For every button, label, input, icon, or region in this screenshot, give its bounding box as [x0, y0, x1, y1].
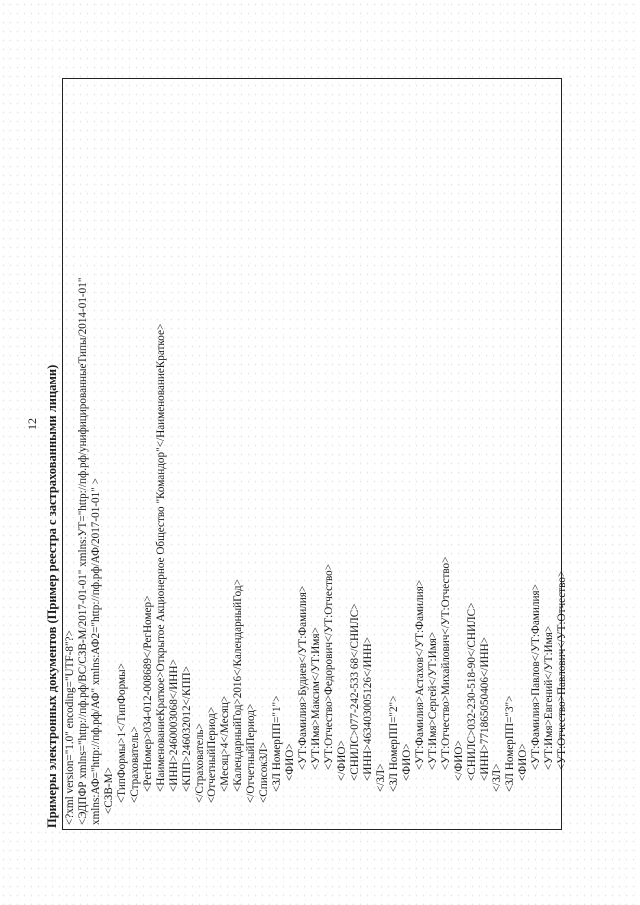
xml-line: <ЗЛ НомерПП="2"> — [387, 695, 400, 792]
xml-line: <УТ:Фамилия>Павлов</УТ:Фамилия> — [530, 584, 543, 770]
xml-line: <УТ:Отчество>Михайлович</УТ:Отчество> — [439, 556, 452, 770]
xml-line: <СНИЛС>077-242-533 68</СНИЛС> — [348, 603, 361, 781]
xml-line: <УТ:Имя>Максим</УТ:Имя> — [310, 627, 323, 770]
xml-line: <УТ:Отчество>Федорович</УТ:Отчество> — [323, 563, 336, 770]
xml-line: <КалендарныйГод>2016</КалендарныйГод> — [232, 579, 245, 792]
xml-line: </ЗЛ> — [374, 763, 387, 792]
xml-line: xmlns:АФ="http://пф.рф/АФ" xmlns:АФ2="http://пф.рф/АФ/2017-01-01" > — [89, 478, 102, 825]
document-title: Примеры электронных документов (Пример реестра с застрахованными лицами) — [45, 364, 59, 828]
xml-line: <СписокЗЛ> — [258, 742, 271, 803]
xml-line: <УТ:Фамилия>Будиев</УТ:Фамилия> — [297, 585, 310, 770]
xml-line: </ЗЛ> — [491, 763, 504, 792]
xml-line: <СЗВ-М> — [102, 767, 115, 814]
xml-line: <ЭДПФР xmlns="http://пф.рф/ВС/СЗВ-М/2017-01-01" xmlns:УТ="http://пф.рф/унифицированныеТипы/2014-01-01" — [76, 277, 89, 825]
xml-line: <ЗЛ НомерПП="1"> — [271, 695, 284, 792]
xml-lines — [64, 83, 569, 825]
xml-line: <ФИО> — [517, 743, 530, 781]
xml-line: <СНИЛС>032-230-518-90</СНИЛС> — [465, 602, 478, 781]
xml-line: <УТ:Фамилия>Астахов</УТ:Фамилия> — [413, 579, 426, 770]
xml-example-box — [62, 78, 569, 830]
xml-line: <Месяц>4</Месяц> — [219, 695, 232, 792]
xml-line: <Страхователь> — [128, 726, 141, 803]
xml-line: <НаименованиеКраткое>Открытое Акционерное Общество "Командор"</НаименованиеКраткое> — [154, 323, 167, 792]
xml-line: <УТ:Отчество>Павлович</УТ:Отчество> — [556, 570, 569, 770]
xml-line: <УТ:Имя>Сергей</УТ:Имя> — [426, 631, 439, 770]
xml-line: </ФИО> — [452, 740, 465, 781]
xml-line: <РегНомер>034-012-008689</РегНомер> — [141, 595, 154, 792]
xml-line: <ОтчетныйПериод> — [206, 706, 219, 803]
xml-line: <КПП>246032012</КПП> — [180, 666, 193, 792]
xml-line: </Страхователь> — [193, 723, 206, 803]
rotated-page-content — [45, 60, 605, 830]
xml-line: <ЗЛ НомерПП="3"> — [504, 695, 517, 792]
page-number: 12 — [25, 418, 39, 430]
xml-line: <?xml version="1.0" encoding="UTF-8"?> — [64, 630, 76, 825]
xml-line: <УТ:Имя>Евгений</УТ:Имя> — [543, 625, 556, 770]
xml-line: <ТипФормы>1</ТипФормы> — [115, 663, 128, 803]
xml-line: <ИНН>2460003068</ИНН> — [167, 659, 180, 792]
xml-line: </ОтчетныйПериод> — [245, 703, 258, 803]
xml-line: <ИНН>771865050406</ИНН> — [478, 637, 491, 781]
xml-line: <ФИО> — [400, 743, 413, 781]
xml-line: <ФИО> — [284, 743, 297, 781]
xml-line: <ИНН>463403005126</ИНН> — [361, 637, 374, 781]
xml-line: </ФИО> — [336, 740, 349, 781]
